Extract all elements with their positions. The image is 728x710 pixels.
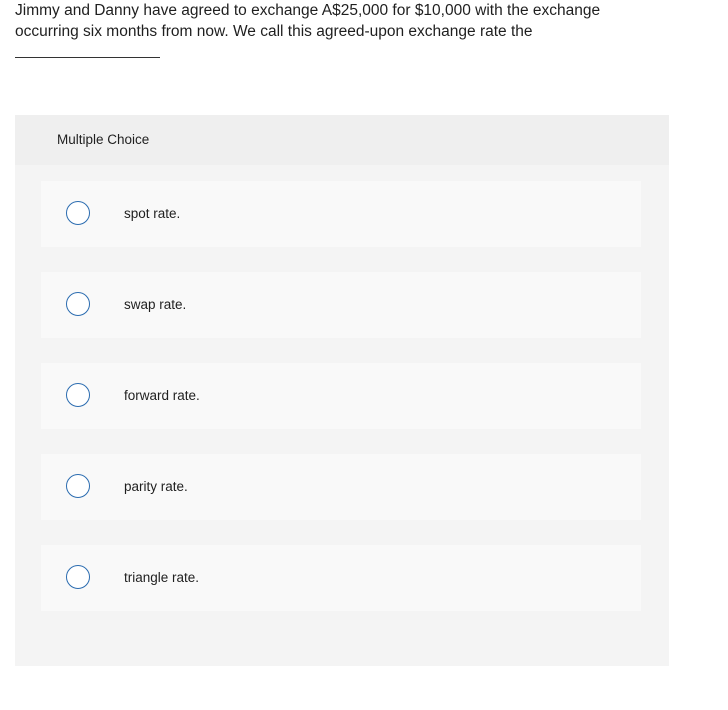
radio-button-icon[interactable] — [66, 201, 90, 225]
radio-button-icon[interactable] — [66, 474, 90, 498]
question-text: Jimmy and Danny have agreed to exchange A$25,000 for $10,000 with the exchange occurring six months from now. We call this agreed-upon exchange rate the — [15, 2, 601, 40]
option-swap-rate[interactable] — [41, 272, 641, 338]
radio-button-icon[interactable] — [66, 383, 90, 407]
answer-blank — [15, 57, 160, 58]
option-label: forward rate. — [124, 388, 200, 403]
multiple-choice-panel — [15, 115, 669, 666]
multiple-choice-header — [15, 115, 669, 165]
option-forward-rate[interactable] — [41, 363, 641, 429]
option-label: triangle rate. — [124, 570, 200, 585]
options-list — [41, 181, 641, 636]
option-parity-rate[interactable] — [41, 454, 641, 520]
radio-button-icon[interactable] — [66, 292, 90, 316]
multiple-choice-title: Multiple Choice — [57, 132, 150, 147]
option-label: swap rate. — [124, 297, 187, 312]
option-triangle-rate[interactable] — [41, 545, 641, 611]
radio-button-icon[interactable] — [66, 565, 90, 589]
option-spot-rate[interactable] — [41, 181, 641, 247]
option-label: parity rate. — [124, 479, 188, 494]
option-label: spot rate. — [124, 206, 181, 221]
